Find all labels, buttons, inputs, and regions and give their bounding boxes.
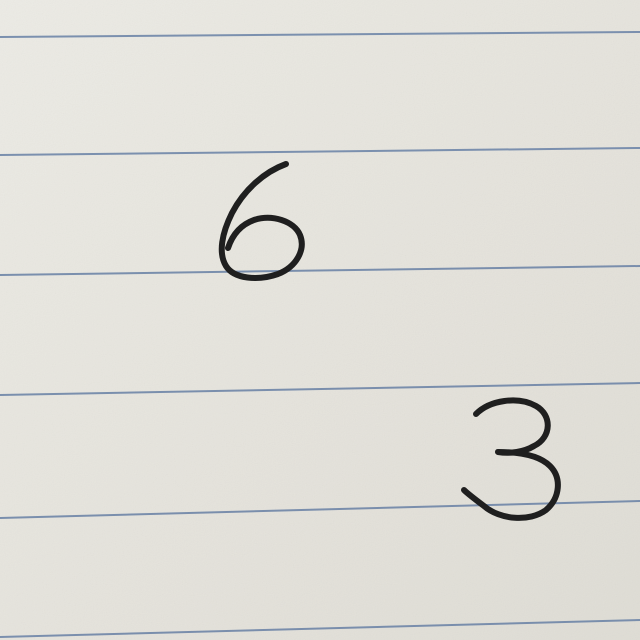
digit-three-glyph [460, 394, 564, 522]
digit-six-glyph [212, 158, 312, 286]
handwritten-digit-three [460, 394, 564, 522]
handwritten-digit-six [212, 158, 312, 286]
